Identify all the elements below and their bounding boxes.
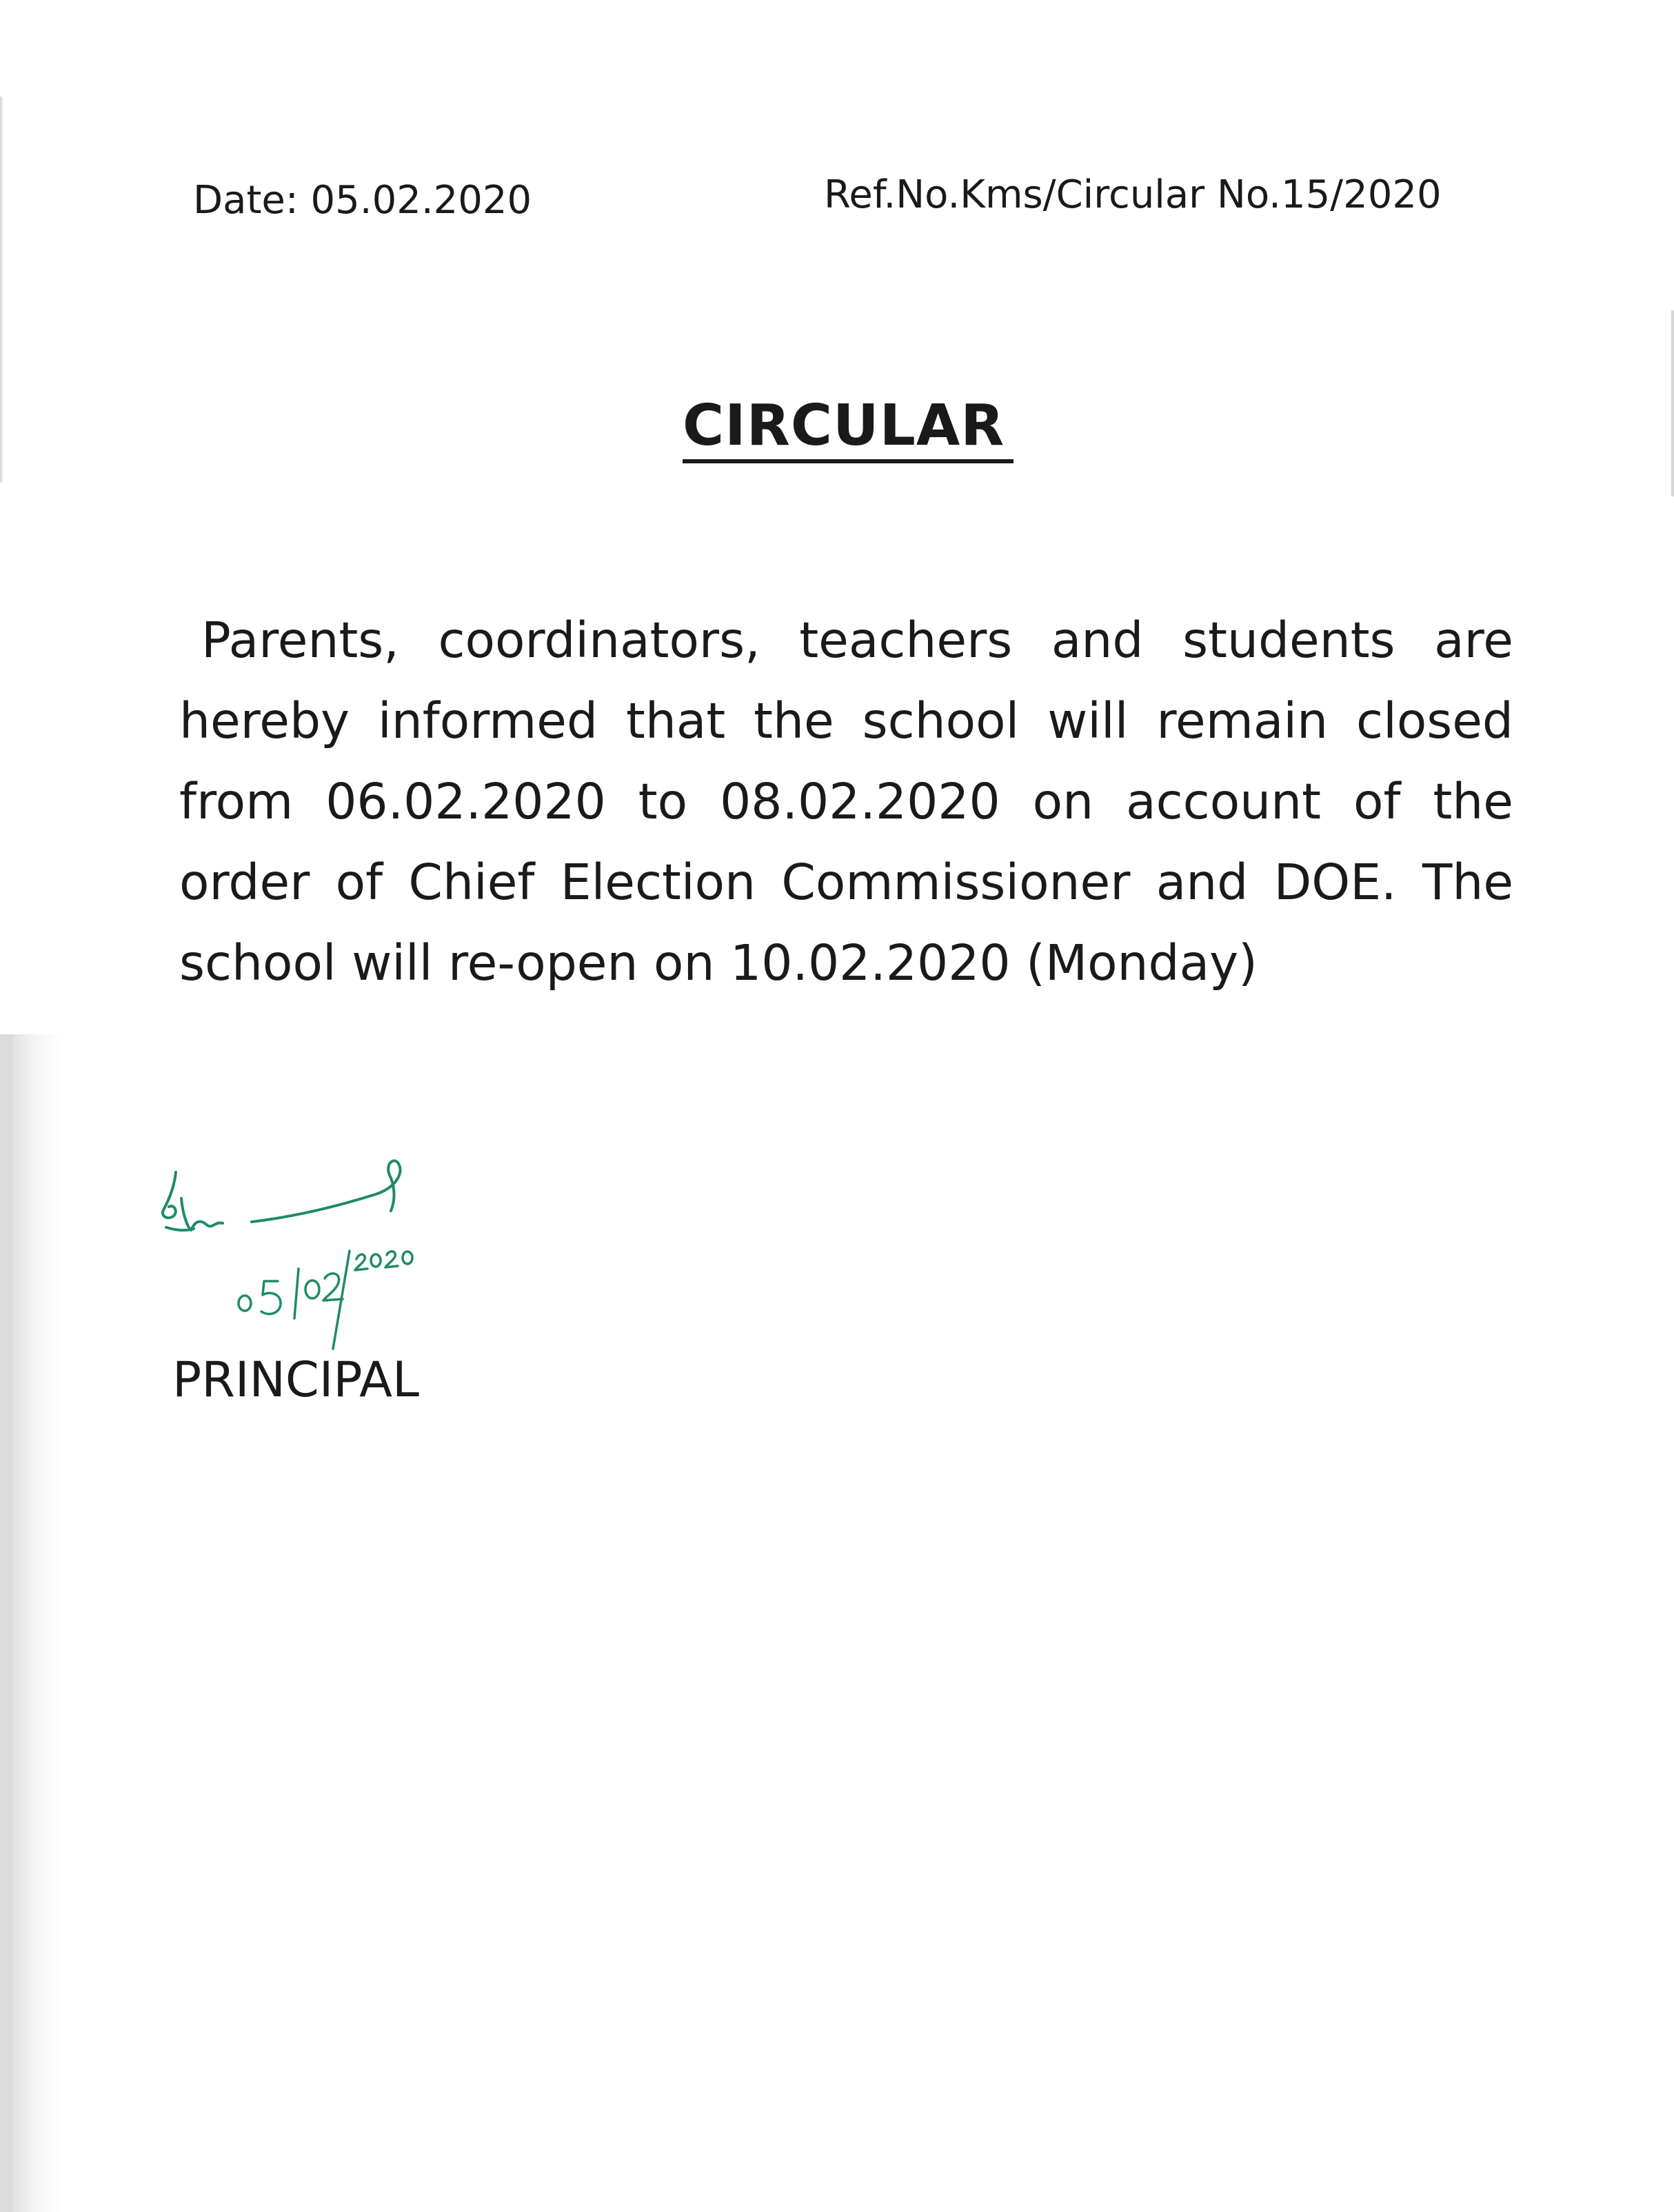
body-line: Parents, coordinators, teachers and students are — [201, 612, 1513, 669]
circular-body — [179, 600, 1513, 1003]
principal-signature — [148, 1158, 507, 1365]
title-underline — [683, 459, 1014, 463]
signatory-designation: PRINCIPAL — [172, 1351, 419, 1408]
body-line: from 06.02.2020 to 08.02.2020 on account of the — [179, 773, 1513, 830]
scan-edge-right — [1671, 310, 1674, 496]
body-line: hereby informed that the school will remain closed — [179, 692, 1513, 750]
reference-number: Ref.No.Kms/Circular No.15/2020 — [824, 172, 1442, 217]
page-title: CIRCULAR — [683, 393, 1005, 459]
scan-edge-top — [0, 97, 3, 483]
body-line: order of Chief Election Commissioner and DOE. The — [179, 854, 1513, 911]
scan-edge-line — [0, 1034, 10, 2212]
body-line: school will re-open on 10.02.2020 (Monday) — [179, 934, 1258, 992]
circular-date: Date: 05.02.2020 — [193, 178, 532, 223]
